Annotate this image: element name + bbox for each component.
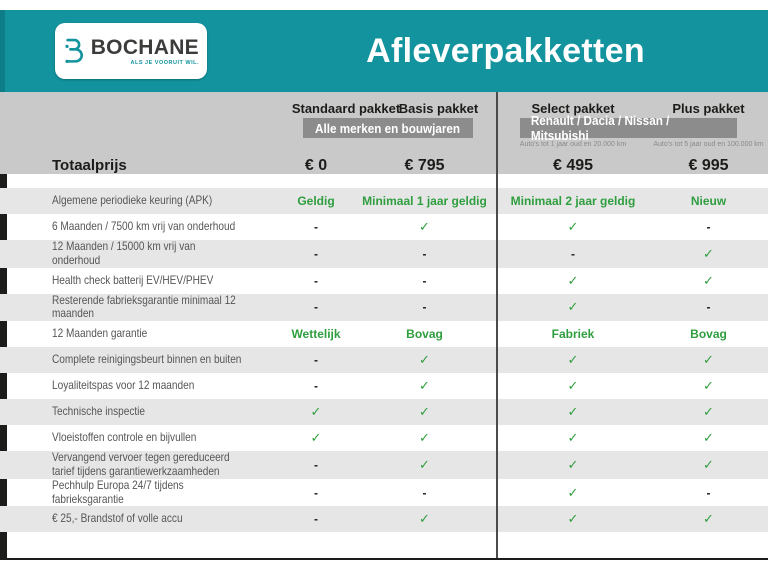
packages-table — [0, 92, 768, 560]
check-icon: ✓ — [419, 219, 430, 234]
spacer-cell — [0, 138, 280, 151]
note-basis — [352, 138, 497, 151]
not-included-dash: - — [706, 485, 711, 500]
check-icon: ✓ — [567, 484, 579, 500]
check-icon: ✓ — [419, 430, 430, 446]
feature-label — [0, 431, 280, 445]
brand-band-label: Alle merken en bouwjaren — [315, 120, 461, 136]
not-included-dash: - — [314, 379, 318, 394]
spacer-row — [0, 174, 768, 188]
check-icon: ✓ — [703, 245, 714, 261]
check-icon: ✓ — [703, 511, 714, 527]
feature-row — [0, 240, 768, 268]
not-included-dash: - — [422, 485, 427, 500]
feature-value: Nieuw — [690, 194, 727, 208]
feature-value: Geldig — [297, 194, 335, 208]
spacer-row — [0, 532, 768, 558]
not-included-dash: - — [571, 246, 575, 261]
feature-row — [0, 506, 768, 532]
feature-label — [0, 512, 280, 526]
feature-label-text: Algemene periodieke keuring (APK) — [52, 193, 213, 208]
check-icon: ✓ — [419, 456, 430, 472]
feature-label-text: 6 Maanden / 7500 km vrij van onderhoud — [52, 219, 236, 234]
not-included-dash: - — [706, 220, 711, 234]
price-plus: € 995 — [688, 156, 729, 174]
brand-band-renault-group — [520, 113, 737, 143]
brand-band-all-makes — [303, 118, 473, 138]
logo-tagline: ALS JE VOORUIT WIL. — [130, 59, 199, 66]
not-included-dash: - — [422, 246, 427, 261]
feature-value: Bovag — [406, 327, 443, 342]
feature-row — [0, 347, 768, 373]
check-icon: ✓ — [703, 378, 714, 394]
feature-label-text: Complete reinigingsbeurt binnen en buiten — [52, 352, 242, 367]
note-plus: Auto's tot 5 jaar oud en 100.000 km — [653, 141, 764, 148]
not-included-dash: - — [314, 246, 318, 261]
logo-wordmark: BOCHANE — [90, 35, 199, 59]
feature-value: Minimaal 2 jaar geldig — [510, 194, 636, 208]
column-header-select: Select pakket — [531, 100, 615, 116]
note-standaard — [280, 138, 352, 151]
feature-row — [0, 188, 768, 214]
feature-label — [0, 194, 280, 208]
check-icon: ✓ — [567, 378, 579, 394]
feature-value: Minimaal 1 jaar geldig — [362, 194, 487, 208]
check-icon: ✓ — [703, 272, 714, 288]
feature-label-text: Health check batterij EV/HEV/PHEV — [52, 272, 214, 287]
check-icon: ✓ — [567, 404, 579, 420]
bochane-logo-icon — [63, 34, 84, 68]
feature-label-text: Technische inspectie — [52, 404, 146, 419]
feature-rows — [0, 188, 768, 532]
not-included-dash: - — [314, 300, 318, 315]
check-icon: ✓ — [567, 511, 579, 527]
feature-row — [0, 425, 768, 451]
price-basis: € 795 — [404, 156, 445, 174]
feature-label — [0, 240, 280, 268]
bochane-logo — [55, 23, 207, 79]
feature-value: Bovag — [690, 327, 727, 342]
check-icon: ✓ — [419, 404, 430, 420]
brand-bands-row — [0, 113, 768, 143]
feature-row — [0, 214, 768, 240]
check-icon: ✓ — [703, 430, 714, 446]
feature-row — [0, 268, 768, 294]
check-icon: ✓ — [703, 404, 714, 420]
brand-band-label: Renault / Dacia / Nissan / Mitsubishi — [530, 113, 670, 143]
feature-row — [0, 373, 768, 399]
note-select: Auto's tot 1 jaar oud en 20.000 km — [519, 141, 627, 148]
check-icon: ✓ — [567, 272, 579, 288]
feature-label-text: Vervangend vervoer tegen gereduceerd tarief tijdens garantiewerkzaamheden — [52, 450, 230, 478]
page-title: Afleverpakketten — [366, 31, 645, 70]
feature-row — [0, 294, 768, 322]
feature-label-text: Resterende fabrieksgarantie minimaal 12 maanden — [52, 292, 236, 321]
not-included-dash: - — [314, 485, 318, 500]
not-included-dash: - — [314, 512, 318, 527]
feature-label — [0, 379, 280, 393]
not-included-dash: - — [706, 300, 711, 315]
feature-label — [0, 451, 280, 479]
not-included-dash: - — [314, 457, 318, 472]
column-header-basis: Basis pakket — [398, 100, 479, 116]
feature-label — [0, 274, 280, 288]
check-icon: ✓ — [567, 456, 579, 472]
feature-label — [0, 479, 280, 507]
feature-label-text: Loyaliteitspas voor 12 maanden — [52, 378, 195, 393]
check-icon: ✓ — [419, 511, 430, 527]
not-included-dash: - — [422, 273, 427, 288]
check-icon: ✓ — [567, 299, 579, 315]
feature-label — [0, 220, 280, 234]
table-header — [0, 92, 768, 174]
column-header-standaard: Standaard pakket — [291, 100, 401, 116]
check-icon: ✓ — [703, 352, 714, 368]
price-select: € 495 — [552, 156, 594, 174]
not-included-dash: - — [422, 300, 427, 315]
table-bottom-border — [0, 558, 768, 560]
feature-row — [0, 451, 768, 479]
feature-label-text: 12 Maanden / 15000 km vrij van onderhoud — [52, 239, 196, 267]
feature-label-text: 12 Maanden garantie — [52, 326, 148, 341]
total-price-label: Totaalprijs — [52, 157, 127, 174]
feature-row — [0, 479, 768, 507]
feature-value: Wettelijk — [291, 327, 341, 342]
logo-text — [91, 37, 199, 66]
feature-label — [0, 405, 280, 419]
feature-label-text: Pechhulp Europa 24/7 tijdens fabrieksgarantie — [52, 477, 184, 506]
column-group-divider — [496, 92, 498, 558]
header-banner — [0, 10, 768, 92]
check-icon: ✓ — [703, 456, 714, 472]
feature-row — [0, 399, 768, 425]
check-icon: ✓ — [310, 404, 322, 420]
check-icon: ✓ — [419, 352, 430, 368]
feature-label — [0, 353, 280, 367]
check-icon: ✓ — [310, 430, 322, 446]
check-icon: ✓ — [567, 352, 579, 368]
check-icon: ✓ — [567, 219, 579, 234]
feature-label-text: Vloeistoffen controle en bijvullen — [52, 430, 197, 445]
spacer-cell — [0, 98, 280, 118]
check-icon: ✓ — [419, 378, 430, 394]
column-header-plus: Plus pakket — [672, 100, 745, 116]
feature-label — [0, 327, 280, 341]
feature-label-text: € 25,- Brandstof of volle accu — [52, 511, 183, 526]
not-included-dash: - — [314, 353, 318, 368]
feature-row — [0, 321, 768, 347]
feature-value: Fabriek — [551, 327, 595, 342]
not-included-dash: - — [314, 273, 318, 288]
price-standaard: € 0 — [304, 156, 328, 174]
not-included-dash: - — [314, 220, 318, 234]
check-icon: ✓ — [567, 430, 579, 446]
feature-label — [0, 294, 280, 322]
